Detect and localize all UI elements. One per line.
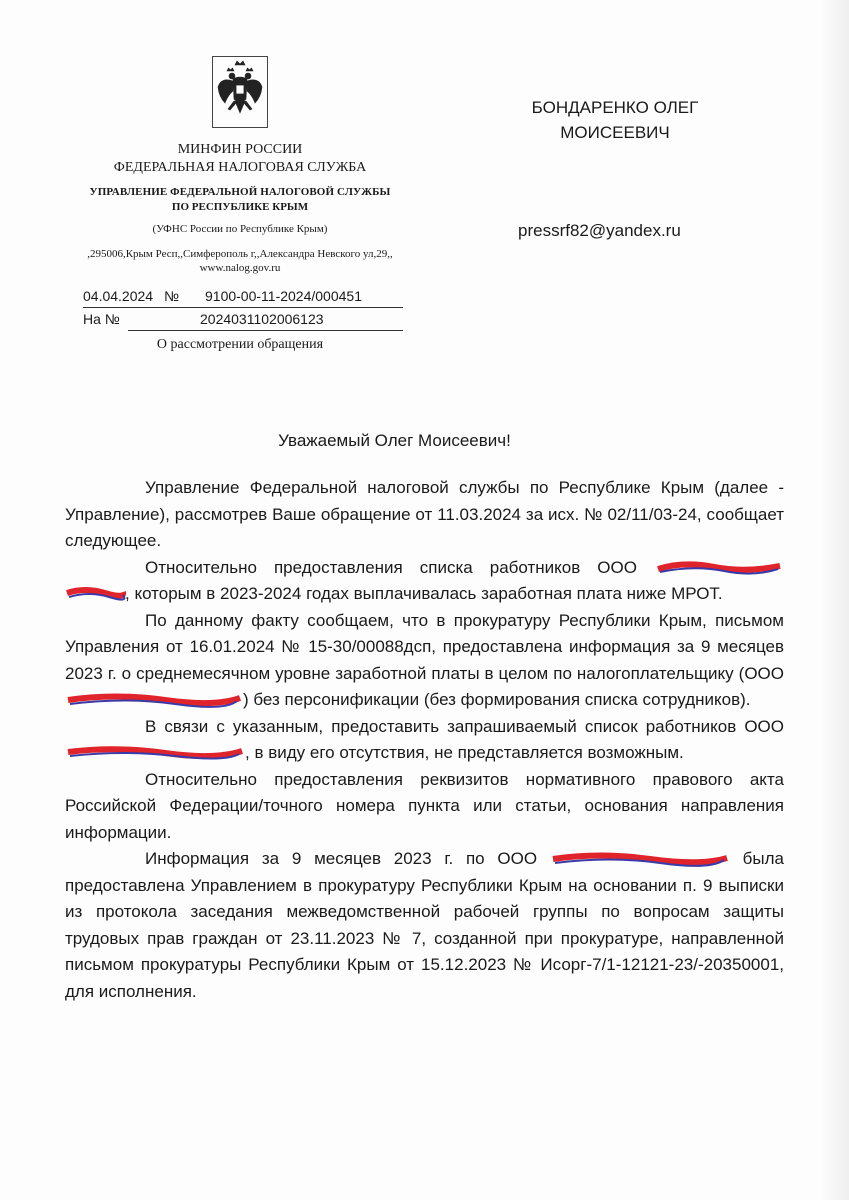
redaction-scribble-icon bbox=[65, 744, 245, 762]
addressee-name-line2: МОИСЕЕВИЧ bbox=[560, 123, 670, 142]
coat-of-arms-icon bbox=[212, 56, 268, 128]
reply-to-number: 2024031102006123 bbox=[200, 311, 324, 327]
paragraph-4-end: , в виду его отсутствия, не представляется возможным. bbox=[245, 743, 684, 762]
redaction-scribble-icon bbox=[550, 850, 730, 868]
paragraph-2-end: , которым в 2023-2024 годах выплачивалась заработная плата ниже МРОТ. bbox=[125, 584, 723, 603]
paragraph-3-end: ) без персонификации (без формирования списка сотрудников). bbox=[243, 690, 751, 709]
paragraph-2-start: Относительно предоставления списка работников ООО bbox=[145, 557, 637, 577]
paragraph-2 bbox=[65, 555, 784, 608]
paragraph-3-start: По данному факту сообщаем, что в прокуратуру Республики Крым, письмом Управления от 16.01.2024 № 15-30/00088дсп, предоставлена информация за 9 месяцев 2023 г. о среднемесячном уровне заработной платы в целом по налогоплательщику (ООО bbox=[65, 610, 784, 683]
addressee-name-line1: БОНДАРЕНКО ОЛЕГ bbox=[531, 98, 699, 117]
paragraph-3 bbox=[65, 608, 784, 714]
department-address: ,295006,Крым Респ,,Симферополь г,,Александра Невского ул,29,, bbox=[87, 248, 393, 260]
letter-greeting: Уважаемый Олег Моисеевич! bbox=[278, 431, 511, 450]
department-name-line1: УПРАВЛЕНИЕ ФЕДЕРАЛЬНОЙ НАЛОГОВОЙ СЛУЖБЫ bbox=[89, 186, 391, 198]
paragraph-5: Относительно предоставления реквизитов нормативного правового акта Российской Федерации/точного номера пункта или статьи, основания направления информации. bbox=[65, 769, 784, 842]
addressee-email: pressrf82@yandex.ru bbox=[518, 221, 681, 240]
letter-subject: О рассмотрении обращения bbox=[156, 337, 324, 352]
registration-number: 9100-00-11-2024/000451 bbox=[205, 288, 362, 304]
redaction-scribble-icon bbox=[65, 691, 243, 709]
paragraph-1: Управление Федеральной налоговой службы по Республике Крым (далее - Управление), рассмотрев Ваше обращение от 11.03.2024 за исх. № 02/11/03-24, сообщает следующее. bbox=[65, 478, 784, 550]
paragraph-6-end: была предоставлена Управлением в прокуратуру Республики Крым на основании п. 9 выписки из протокола заседания межведомственной рабочей группы по вопросам защиты трудовых прав граждан от 23.11.2023 № 7, созданной при прокуратуре, направленной письмом прокуратуры Республики Крым от 15.12.2023 № Исорг-7/1-12121-23/-20350001, для исполнения. bbox=[65, 849, 784, 1001]
department-name-line2: ПО РЕСПУБЛИКЕ КРЫМ bbox=[171, 201, 309, 213]
registration-number-sign: № bbox=[164, 288, 180, 304]
addressee-block bbox=[480, 95, 750, 145]
registration-date: 04.04.2024 bbox=[83, 288, 154, 304]
ministry-name: МИНФИН РОССИИ bbox=[177, 142, 303, 157]
reply-to-underline bbox=[128, 330, 403, 331]
page-edge-shadow bbox=[821, 0, 849, 1200]
paragraph-6 bbox=[65, 846, 784, 1005]
paragraph-6-start: Информация за 9 месяцев 2023 г. по ООО bbox=[145, 849, 538, 868]
redaction-scribble-icon bbox=[65, 585, 125, 603]
paragraph-4 bbox=[65, 714, 784, 767]
department-website: www.nalog.gov.ru bbox=[199, 262, 281, 274]
service-name: ФЕДЕРАЛЬНАЯ НАЛОГОВАЯ СЛУЖБА bbox=[113, 160, 367, 175]
redaction-scribble-icon bbox=[654, 559, 784, 577]
reply-to-label: На № bbox=[83, 311, 120, 327]
paragraph-4-start: В связи с указанным, предоставить запрашиваемый список работников ООО bbox=[145, 716, 784, 736]
letter-body bbox=[65, 475, 784, 1005]
department-short-name: (УФНС России по Республике Крым) bbox=[152, 223, 328, 235]
registration-underline bbox=[83, 307, 403, 308]
